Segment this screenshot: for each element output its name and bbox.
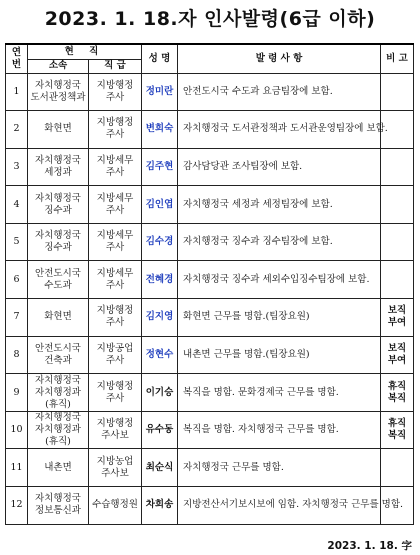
table-body [6,73,414,524]
row-grade: 지방세무 주사 [89,148,142,186]
row-name: 전혜경 [142,261,178,299]
row-note: 보직 부여 [381,299,414,337]
row-dept: 자치행정국 자치행정과 (휴직) [28,374,89,412]
row-no: 10 [6,411,28,449]
table-row [6,148,414,186]
row-detail: 복직을 명함. 자치행정국 근무를 명함. [178,411,381,449]
row-dept: 화현면 [28,111,89,149]
row-grade: 수습행정원 [89,487,142,525]
header-dept: 소속 [28,59,89,73]
row-note [381,223,414,261]
table-row [6,449,414,487]
row-grade: 지방행정 주사 [89,374,142,412]
row-dept: 자치행정국 징수과 [28,223,89,261]
row-no: 8 [6,336,28,374]
row-detail: 자치행정국 근무를 명함. [178,449,381,487]
footer-date: 2023. 1. 18. 字 [327,540,412,552]
row-note [381,449,414,487]
table-row [6,73,414,111]
row-name: 정미란 [142,73,178,111]
table-row [6,374,414,412]
row-dept: 자치행정국 세정과 [28,148,89,186]
row-detail: 복직을 명함. 문화경제국 근무를 명함. [178,374,381,412]
row-note: 보직 부여 [381,336,414,374]
table-row [6,261,414,299]
table-row [6,411,414,449]
table-row [6,336,414,374]
table-row [6,487,414,525]
row-grade: 지방세무 주사 [89,223,142,261]
row-name: 유수동 [142,411,178,449]
page-title: 2023. 1. 18.자 인사발령(6급 이하) [44,8,376,30]
row-dept: 안전도시국 수도과 [28,261,89,299]
row-dept: 내촌면 [28,449,89,487]
row-note [381,186,414,224]
row-grade: 지방행정 주사보 [89,411,142,449]
row-note: 휴직 복직 [381,374,414,412]
row-note: 휴직 복직 [381,411,414,449]
row-detail: 감사담당관 조사팀장에 보함. [178,148,381,186]
row-dept: 자치행정국 정보통신과 [28,487,89,525]
row-note [381,73,414,111]
row-name: 최순식 [142,449,178,487]
row-no: 11 [6,449,28,487]
row-dept: 화현면 [28,299,89,337]
row-detail: 자치행정국 징수과 징수팀장에 보함. [178,223,381,261]
header-detail: 발 령 사 항 [178,44,381,73]
row-name: 차희송 [142,487,178,525]
header-grade: 직 급 [89,59,142,73]
table-row [6,186,414,224]
row-dept: 자치행정국 자치행정과 (휴직) [28,411,89,449]
row-name: 정현수 [142,336,178,374]
header-note: 비 고 [381,44,414,73]
header-no: 연번 [6,44,28,73]
header-current: 현 직 [28,44,142,59]
row-grade: 지방세무 주사 [89,261,142,299]
row-detail: 화현면 근무를 명함.(팀장요원) [178,299,381,337]
row-grade: 지방행정 주사 [89,73,142,111]
row-name: 변희숙 [142,111,178,149]
row-note [381,148,414,186]
row-no: 9 [6,374,28,412]
row-grade: 지방세무 주사 [89,186,142,224]
row-grade: 지방행정 주사 [89,111,142,149]
row-dept: 자치행정국 도서관정책과 [28,73,89,111]
row-dept: 자치행정국 징수과 [28,186,89,224]
row-detail: 자치행정국 징수과 세외수입징수팀장에 보함. [178,261,381,299]
row-detail: 자치행정국 세정과 세정팀장에 보함. [178,186,381,224]
row-no: 3 [6,148,28,186]
row-no: 7 [6,299,28,337]
row-detail: 안전도시국 수도과 요금팀장에 보함. [178,73,381,111]
row-no: 4 [6,186,28,224]
table-row [6,223,414,261]
table-row [6,299,414,337]
row-name: 김지영 [142,299,178,337]
row-name: 김수경 [142,223,178,261]
row-grade: 지방행정 주사 [89,299,142,337]
personnel-table [5,43,414,525]
row-grade: 지방농업 주사보 [89,449,142,487]
row-detail: 자치행정국 도서관정책과 도서관운영팀장에 보함. [178,111,381,149]
row-dept: 안전도시국 건축과 [28,336,89,374]
header-name: 성 명 [142,44,178,73]
row-name: 이기승 [142,374,178,412]
row-name: 김인엽 [142,186,178,224]
row-no: 5 [6,223,28,261]
row-detail: 지방전산서기보시보에 임함. 자치행정국 근무를 명함. [178,487,381,525]
row-no: 2 [6,111,28,149]
row-note [381,261,414,299]
row-no: 6 [6,261,28,299]
row-grade: 지방공업 주사 [89,336,142,374]
row-detail: 내촌면 근무를 명함.(팀장요원) [178,336,381,374]
row-name: 김주현 [142,148,178,186]
table-row [6,111,414,149]
row-no: 12 [6,487,28,525]
row-no: 1 [6,73,28,111]
